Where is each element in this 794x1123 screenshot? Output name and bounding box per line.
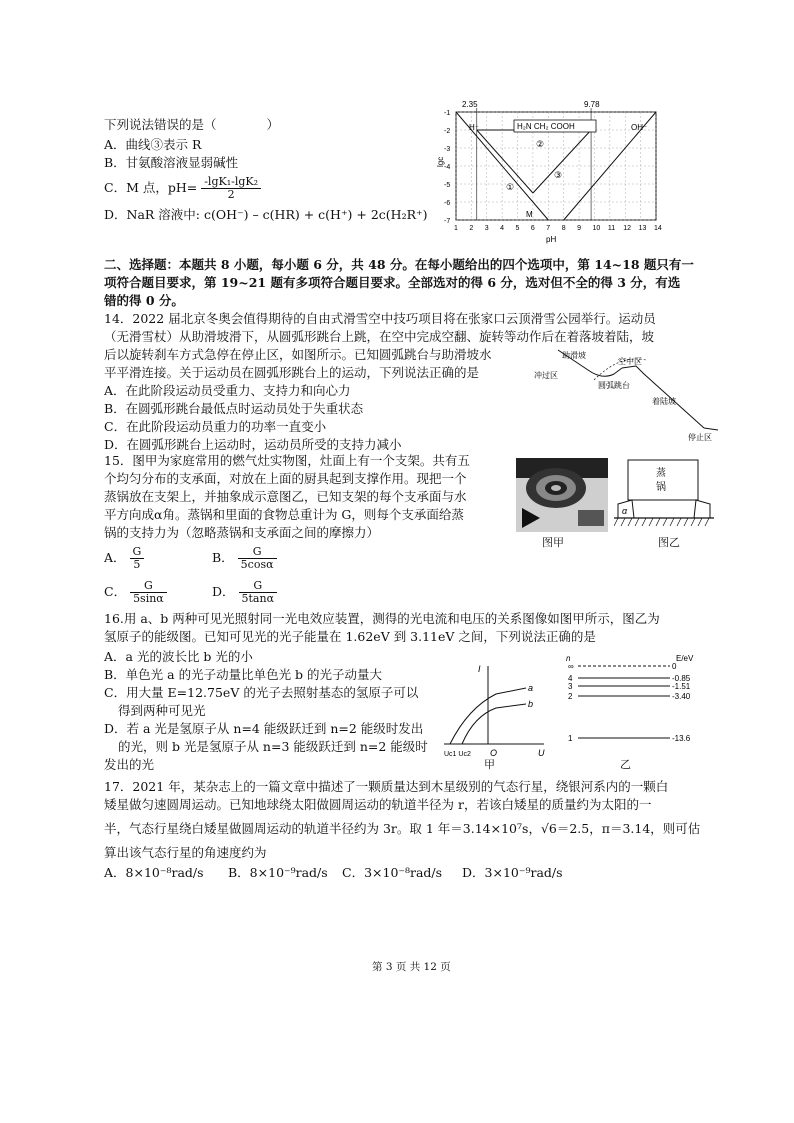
- label-u: U: [538, 748, 545, 758]
- q13-stem: 下列说法错误的是（ ）: [104, 117, 280, 132]
- chart-ylabel: lgc: [436, 156, 445, 167]
- hatch-line: [642, 518, 646, 526]
- hatch-line: [663, 518, 667, 526]
- q15-option-d: [212, 580, 277, 605]
- q14-option-b: B．在圆弧形跳台最低点时运动员处于失重状态: [104, 401, 364, 416]
- level-e-1: -13.6: [672, 734, 691, 743]
- q13-option-c-fraction: [201, 176, 261, 201]
- fig-label-zhuhua: 助滑坡: [562, 351, 586, 360]
- x-tick-10: 10: [592, 225, 601, 232]
- q15-option-b-fraction: [238, 546, 277, 571]
- q13-option-c-denominator: 2: [227, 188, 235, 201]
- q15-option-c-fraction: [130, 580, 167, 605]
- chart-label-1: ①: [506, 182, 515, 192]
- q15-option-a-den: 5: [133, 558, 141, 571]
- label-uc: Uc1 Uc2: [444, 751, 471, 758]
- q17-line2: 矮星做匀速圆周运动。已知地球绕太阳做圆周运动的轨道半径为 r，若该白矮星的质量约为太阳的一: [104, 797, 652, 812]
- label-o: O: [490, 748, 498, 758]
- chart-legend: H₂N CH₂ COOH: [517, 122, 575, 131]
- q16-iu-graph: [440, 660, 548, 758]
- x-tick-14: 14: [654, 225, 662, 232]
- q15-option-a-fraction: [130, 546, 145, 571]
- q15-option-c: [104, 580, 167, 605]
- q15-stove-photo: [516, 458, 608, 532]
- ski-stop-zone-line: [704, 428, 718, 430]
- q13-option-d: D．NaR 溶液中: c(OH⁻) – c(HR) + c(H⁺) + 2c(H₂R⁺): [104, 207, 428, 222]
- q15-option-d-label: D．: [212, 584, 235, 599]
- x-tick-3: 3: [484, 225, 489, 232]
- q15-option-a: [104, 546, 144, 571]
- level-n-3: 3: [568, 682, 573, 691]
- alpha-label: α: [622, 506, 628, 516]
- q15-fig-yi-caption: 图乙: [658, 536, 680, 549]
- fig-label-chongguo: 冲过区: [534, 371, 558, 380]
- level-e-4: -0.85: [672, 674, 691, 683]
- hatch-line: [698, 518, 702, 526]
- y-tick--7: -7: [444, 218, 451, 225]
- q13-option-c: [104, 176, 261, 201]
- q15-line2: 个均匀分布的支承面，对放在上面的厨具起到支撑作用。现把一个: [104, 471, 467, 486]
- q13-option-c-numerator: -lgK₁-lgK₂: [201, 176, 261, 189]
- q14-ski-slope-figure: [510, 346, 720, 442]
- hatch-line: [621, 518, 625, 526]
- q15-option-d-den: 5tanα: [241, 592, 275, 605]
- hatch-line: [705, 518, 709, 526]
- fig-label-tiaotai: 圆弧跳台: [598, 381, 630, 390]
- y-tick--3: -3: [444, 146, 451, 153]
- level-e-3: -1.51: [672, 682, 691, 691]
- y-tick--1: -1: [444, 110, 451, 117]
- label-b: b: [528, 699, 534, 709]
- label-n: n: [566, 654, 571, 663]
- q16-line2: 氢原子的能级图。已知可见光的光子能量在 1.62eV 到 3.11eV 之间，下列说法正确的是: [104, 629, 596, 644]
- q17-option-c: C．3×10⁻⁸rad/s: [342, 865, 443, 880]
- chart-label-2: ②: [536, 139, 545, 149]
- q16-option-d3: 发出的光: [104, 757, 155, 772]
- label-a: a: [528, 683, 534, 693]
- level-n-2: 2: [568, 692, 573, 701]
- chart-label-oh: OH⁻: [631, 123, 648, 132]
- q16-option-c1: C．用大量 E=12.75eV 的光子去照射基态的氢原子可以: [104, 685, 419, 700]
- stand-right: [694, 500, 710, 518]
- q14-option-c: C．在此阶段运动员重力的功率一直变小: [104, 419, 327, 434]
- q15-fig-jia-caption: 图甲: [542, 536, 564, 549]
- x-tick-1: 1: [454, 225, 458, 232]
- q16-fig-jia-caption: 甲: [484, 758, 495, 771]
- q15-option-a-num: G: [130, 546, 145, 559]
- q14-option-d: D．在圆弧形跳台上运动时，运动员所受的支持力减小: [104, 437, 402, 452]
- q14-line3: 后以旋转刹车方式急停在停止区，如图所示。已知圆弧跳台与助滑坡水: [104, 347, 492, 362]
- chart-label-m: M: [526, 210, 533, 219]
- hatch-line: [635, 518, 639, 526]
- q15-option-c-label: C．: [104, 584, 127, 599]
- hatch-line: [614, 518, 618, 526]
- q13-lgc-ph-chart: [434, 96, 666, 246]
- chart-label-3: ③: [554, 170, 563, 180]
- q15-option-b-den: 5cosα: [240, 558, 274, 571]
- chart-top-mark-2: 9.78: [584, 100, 600, 109]
- y-tick--6: -6: [444, 200, 451, 207]
- q17-line3: 半，气态行星绕白矮星做圆周运动的轨道半径约为 3r。取 1 年＝3.14×10⁷s，√6＝2.5，π＝3.14，则可估: [104, 821, 701, 836]
- section2-line3: 错的得 0 分。: [104, 293, 184, 308]
- y-tick--4: -4: [444, 164, 451, 171]
- hatch-line: [677, 518, 681, 526]
- hatch-line: [670, 518, 674, 526]
- fig-label-kongzhong: 空中区: [618, 357, 642, 366]
- chart-top-mark-1: 2.35: [462, 100, 478, 109]
- x-tick-5: 5: [515, 225, 520, 232]
- q17-line1: 17．2021 年，某杂志上的一篇文章中描述了一颗质量达到木星级别的气态行星，绕银河系内的一颗白: [104, 779, 669, 794]
- x-tick-9: 9: [577, 225, 581, 232]
- q15-option-c-num: G: [130, 580, 167, 593]
- x-tick-12: 12: [623, 225, 632, 232]
- q15-pot-diagram: [614, 456, 714, 534]
- q15-line3: 蒸锅放在支架上，并抽象成示意图乙，已知支架的每个支承面与水: [104, 489, 467, 504]
- hatch-line: [628, 518, 632, 526]
- chart-xlabel: pH: [546, 235, 557, 244]
- section2-line2: 项符合题目要求，第 19~21 题有多项符合题目要求。全部选对的得 6 分，选对但不全的得 3 分，有选: [104, 275, 681, 290]
- label-e: E/eV: [676, 654, 694, 663]
- q15-line5: 锅的支持力为（忽略蒸锅和支承面之间的摩擦力）: [104, 525, 380, 540]
- section2-line1: 二、选择题：本题共 8 小题，每小题 6 分，共 48 分。在每小题给出的四个选项中，第 14~18 题只有一: [104, 257, 694, 272]
- x-tick-7: 7: [546, 225, 551, 232]
- q15-line4: 平方向成α角。蒸锅和里面的食物总重计为 G，则每个支承面给蒸: [104, 507, 464, 522]
- x-tick-11: 11: [607, 225, 616, 232]
- q15-option-c-den: 5sinα: [133, 592, 164, 605]
- q15-option-d-num: G: [239, 580, 278, 593]
- hatch-line: [649, 518, 653, 526]
- level-n-4: 4: [568, 674, 573, 683]
- pot-body: [628, 460, 698, 500]
- hatch-line: [691, 518, 695, 526]
- q15-line1: 15．图甲为家庭常用的燃气灶实物图，灶面上有一个支架。共有五: [104, 453, 470, 468]
- q17-option-a: A．8×10⁻⁸rad/s: [104, 865, 204, 880]
- label-i: I: [478, 664, 481, 674]
- hatch-line: [656, 518, 660, 526]
- x-tick-13: 13: [638, 225, 647, 232]
- x-tick-4: 4: [500, 225, 505, 232]
- curve-b: [462, 704, 526, 744]
- page-footer: 第 3 页 共 12 页: [372, 961, 451, 973]
- q15-option-b-label: B．: [212, 550, 234, 565]
- q17-line4: 算出该气态行星的角速度约为: [104, 845, 267, 860]
- q17-option-b: B．8×10⁻⁹rad/s: [228, 865, 328, 880]
- q15-option-b-num: G: [238, 546, 277, 559]
- q15-option-d-fraction: [239, 580, 278, 605]
- pot-label-2: 锅: [656, 482, 666, 493]
- fig-label-zhuolu: 着陆坡: [652, 397, 676, 406]
- series-line-2: [477, 130, 533, 193]
- q16-option-c2: 得到两种可见光: [118, 703, 206, 718]
- q16-option-a: A．a 光的波长比 b 光的小: [104, 649, 253, 664]
- q13-option-a: A．曲线③表示 R: [104, 137, 202, 152]
- q14-line2: （无滑雪杖）从助滑坡滑下，从圆弧形跳台上跳，在空中完成空翻、旋转等动作后在着落坡着陆，坡: [104, 329, 655, 344]
- x-tick-6: 6: [530, 225, 535, 232]
- q16-line1: 16.用 a、b 两种可见光照射同一光电效应装置，测得的光电流和电压的关系图像如图甲所示，图乙为: [104, 611, 660, 626]
- q16-option-b: B．单色光 a 的光子动量比单色光 b 的光子动量大: [104, 667, 383, 682]
- q17-option-d: D．3×10⁻⁹rad/s: [462, 865, 563, 880]
- chart-bottom-hatch: [484, 208, 554, 218]
- energy-levels: [568, 662, 691, 743]
- q16-option-d1: D．若 a 光是氢原子从 n=4 能级跃迁到 n=2 能级时发出: [104, 721, 424, 736]
- level-n-1: 1: [568, 734, 573, 743]
- x-tick-2: 2: [469, 225, 474, 232]
- q16-option-d2: 的光，则 b 光是氢原子从 n=3 能级跃迁到 n=2 能级时: [118, 739, 428, 754]
- q15-option-b: [212, 546, 277, 571]
- level-e-∞: 0: [672, 662, 677, 671]
- fig-label-tingzhi: 停止区: [688, 433, 712, 442]
- y-tick--5: -5: [444, 182, 451, 189]
- q16-energy-level-diagram: [564, 652, 704, 756]
- q14-line4: 平平滑连接。关于运动员在圆弧形跳台上的运动，下列说法正确的是: [104, 365, 480, 380]
- hatch-line: [684, 518, 688, 526]
- level-n-∞: ∞: [568, 662, 574, 671]
- x-tick-8: 8: [561, 225, 566, 232]
- chart-label-h: H⁺: [469, 123, 479, 132]
- q16-fig-yi-caption: 乙: [620, 758, 631, 771]
- q15-option-a-label: A．: [104, 550, 126, 565]
- q14-line1: 14．2022 届北京冬奥会值得期待的自由式滑雪空中技巧项目将在张家口云顶滑雪公园举行。运动员: [104, 311, 656, 326]
- y-tick--2: -2: [444, 128, 451, 135]
- pot-label-1: 蒸: [656, 468, 666, 479]
- q13-option-b: B．甘氨酸溶液显弱碱性: [104, 155, 239, 170]
- level-e-2: -3.40: [672, 692, 691, 701]
- q13-option-c-prefix: C．M 点，pH=: [104, 180, 198, 195]
- q14-option-a: A．在此阶段运动员受重力、支持力和向心力: [104, 383, 351, 398]
